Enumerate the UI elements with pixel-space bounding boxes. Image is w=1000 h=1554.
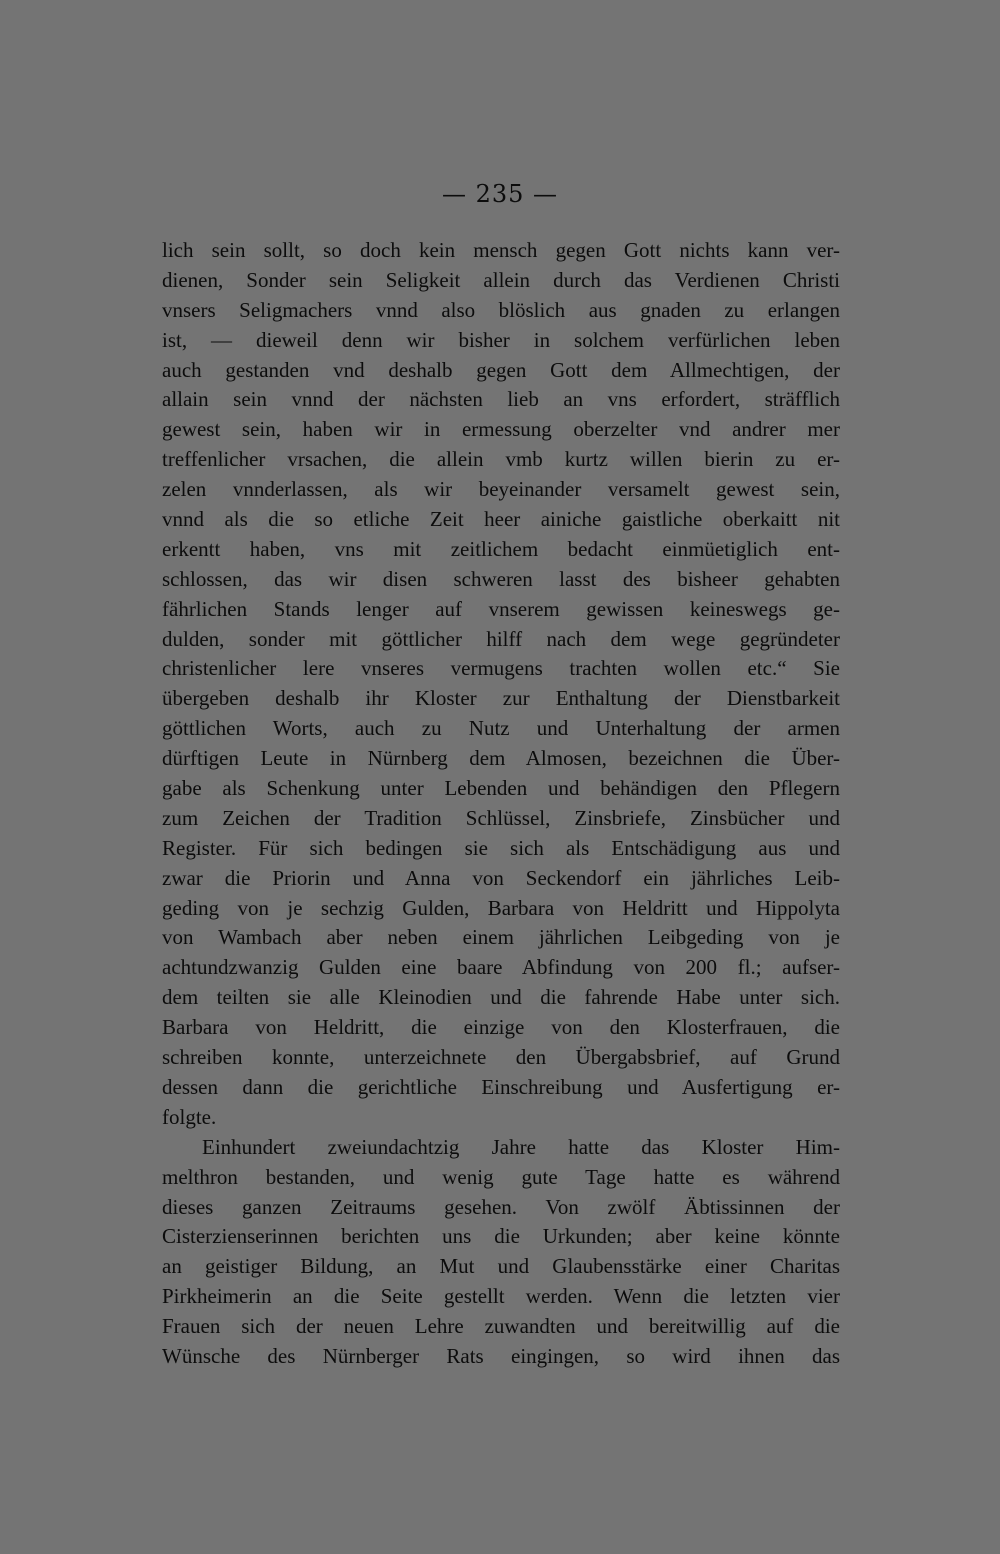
text-line: dulden, sonder mit göttlicher hilff nach dem wege gegründeter: [162, 626, 840, 651]
body-text: [162, 236, 840, 1372]
text-line: auch gestanden vnd deshalb gegen Gott dem Allmechtigen, der: [162, 357, 840, 382]
text-line: zum Zeichen der Tradition Schlüssel, Zinsbriefe, Zinsbücher und: [162, 805, 840, 830]
text-line: göttlichen Worts, auch zu Nutz und Unterhaltung der armen: [162, 716, 840, 741]
text-line: dürftigen Leute in Nürnberg dem Almosen, bezeichnen die Über-: [162, 746, 840, 771]
text-line: übergeben deshalb ihr Kloster zur Enthaltung der Dienstbarkeit: [162, 686, 840, 711]
text-line: christenlicher lere vnseres vermugens trachten wollen etc.“ Sie: [162, 656, 840, 681]
text-line: Einhundert zweiundachtzig Jahre hatte das Kloster Him-: [202, 1134, 840, 1159]
text-line: melthron bestanden, und wenig gute Tage hatte es während: [162, 1164, 840, 1189]
text-line: gewest sein, haben wir in ermessung oberzelter vnd andrer mer: [162, 417, 840, 442]
text-line: zwar die Priorin und Anna von Seckendorf ein jährliches Leib-: [162, 865, 840, 890]
text-line: achtundzwanzig Gulden eine baare Abfindung von 200 fl.; aufser-: [162, 955, 840, 980]
text-line: dessen dann die gerichtliche Einschreibung und Ausfertigung er-: [162, 1074, 840, 1099]
text-line: erkentt haben, vns mit zeitlichem bedacht einmüetiglich ent-: [162, 536, 840, 561]
text-line: Register. Für sich bedingen sie sich als Entschädigung aus und: [162, 835, 840, 860]
text-line: vnnd als die so etliche Zeit heer ainiche gaistliche oberkaitt nit: [162, 507, 840, 532]
text-line: vnsers Seligmachers vnnd also blöslich aus gnaden zu erlangen: [162, 297, 840, 322]
text-line: schlossen, das wir disen schweren lasst des bisheer gehabten: [162, 566, 840, 591]
text-line: Barbara von Heldritt, die einzige von den Klosterfrauen, die: [162, 1015, 840, 1040]
text-line: an geistiger Bildung, an Mut und Glaubensstärke einer Charitas: [162, 1254, 840, 1279]
text-line: treffenlicher vrsachen, die allein vmb kurtz willen bierin zu er-: [162, 447, 840, 472]
text-line: allain sein vnnd der nächsten lieb an vns erfordert, sträfflich: [162, 387, 840, 412]
text-line: Frauen sich der neuen Lehre zuwandten und bereitwillig auf die: [162, 1314, 840, 1339]
text-line: dieses ganzen Zeitraums gesehen. Von zwölf Äbtissinnen der: [162, 1194, 840, 1219]
text-line: geding von je sechzig Gulden, Barbara von Heldritt und Hippolyta: [162, 895, 840, 920]
text-line: folgte.: [162, 1104, 217, 1129]
text-line: gabe als Schenkung unter Lebenden und behändigen den Pflegern: [162, 776, 840, 801]
text-line: Wünsche des Nürnberger Rats eingingen, so wird ihnen das: [162, 1343, 840, 1368]
page-number: — 235 —: [441, 180, 559, 208]
text-line: schreiben konnte, unterzeichnete den Übergabsbrief, auf Grund: [162, 1045, 840, 1070]
text-line: fährlichen Stands lenger auf vnserem gewissen keineswegs ge-: [162, 596, 840, 621]
text-line: von Wambach aber neben einem jährlichen Leibgeding von je: [162, 925, 840, 950]
text-line: Cisterzienserinnen berichten uns die Urkunden; aber keine könnte: [162, 1224, 840, 1249]
text-line: dienen, Sonder sein Seligkeit allein durch das Verdienen Christi: [162, 267, 840, 292]
text-line: ist, — dieweil denn wir bisher in solchem verfürlichen leben: [162, 327, 840, 352]
text-line: Pirkheimerin an die Seite gestellt werden. Wenn die letzten vier: [162, 1284, 840, 1309]
text-line: lich sein sollt, so doch kein mensch gegen Gott nichts kann ver-: [162, 238, 840, 262]
text-line: zelen vnnderlassen, als wir beyeinander versamelt gewest sein,: [162, 477, 840, 502]
text-line: dem teilten sie alle Kleinodien und die fahrende Habe unter sich.: [162, 985, 840, 1010]
